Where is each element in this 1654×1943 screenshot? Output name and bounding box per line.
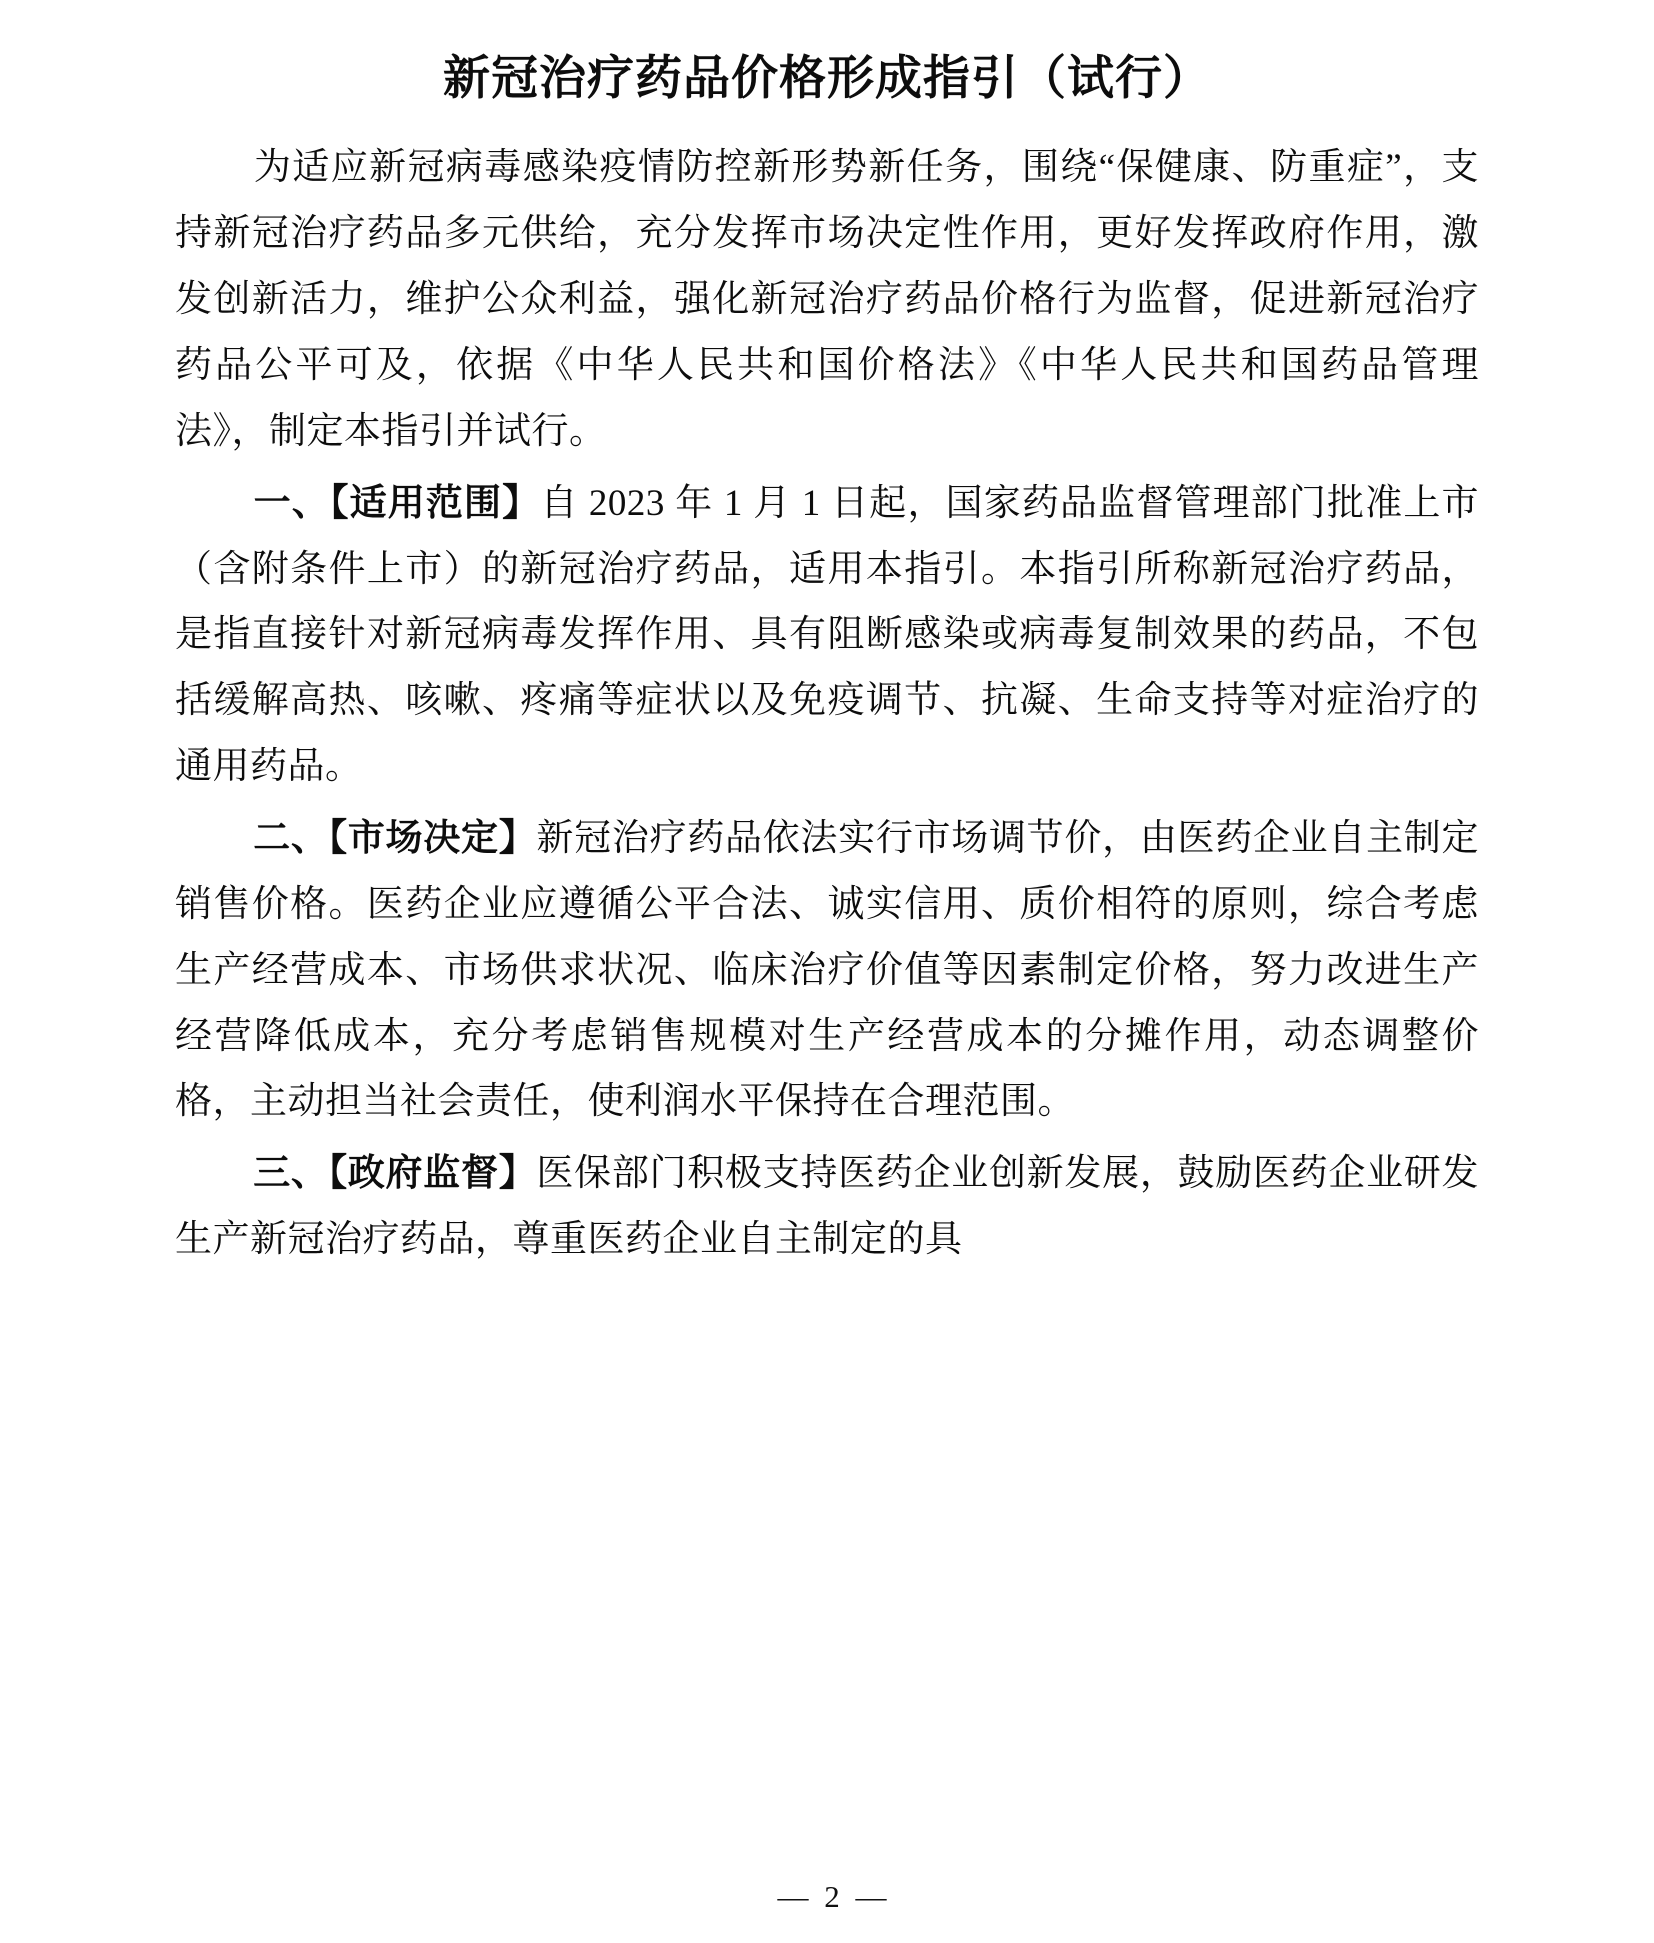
paragraph-article-1 [175, 471, 1479, 800]
paragraph-text: 医保部门积极支持医药企业创新发展，鼓励医药企业研发生产新冠治疗药品，尊重医药企业自主制定的具 [175, 1153, 1480, 1261]
paragraph-text: 为适应新冠病毒感染疫情防控新形势新任务，围绕“保健康、防重症”，支持新冠治疗药品多元供给，充分发挥市场决定性作用，更好发挥政府作用，激发创新活力，维护公众利益，强化新冠治疗药品价格行为监督，促进新冠治疗药品公平可及，依据《中华人民共和国价格法》《中华人民共和国药品管理法》，制定本指引并试行。 [175, 147, 1479, 452]
article-lead-label: 一、【适用范围】 [253, 482, 541, 524]
paragraph-text: 新冠治疗药品依法实行市场调节价，由医药企业自主制定销售价格。医药企业应遵循公平合法、诚实信用、质价相符的原则，综合考虑生产经营成本、市场供求状况、临床治疗价值等因素制定价格，努力改进生产经营降低成本，充分考虑销售规模对生产经营成本的分摊作用，动态调整价格，主动担当社会责任，使利润水平保持在合理范围。 [175, 818, 1480, 1123]
paragraph-text: 自 2023 年 1 月 1 日起，国家药品监督管理部门批准上市（含附条件上市）的新冠治疗药品，适用本指引。本指引所称新冠治疗药品，是指直接针对新冠病毒发挥作用、具有阻断感染或病毒复制效果的药品，不包括缓解高热、咳嗽、疼痛等症状以及免疫调节、抗凝、生命支持等对症治疗的通用药品。 [175, 482, 1480, 788]
paragraph-preamble [175, 135, 1479, 464]
page-title: 新冠治疗药品价格形成指引（试行） [443, 53, 1211, 105]
paragraph-article-2 [175, 806, 1479, 1135]
article-lead-label: 三、【政府监督】 [253, 1153, 537, 1195]
page-number: — 2 — [777, 1879, 891, 1914]
article-lead-label: 二、【市场决定】 [253, 818, 537, 860]
page-footer [0, 1879, 1654, 1915]
paragraph-article-3 [175, 1141, 1479, 1273]
